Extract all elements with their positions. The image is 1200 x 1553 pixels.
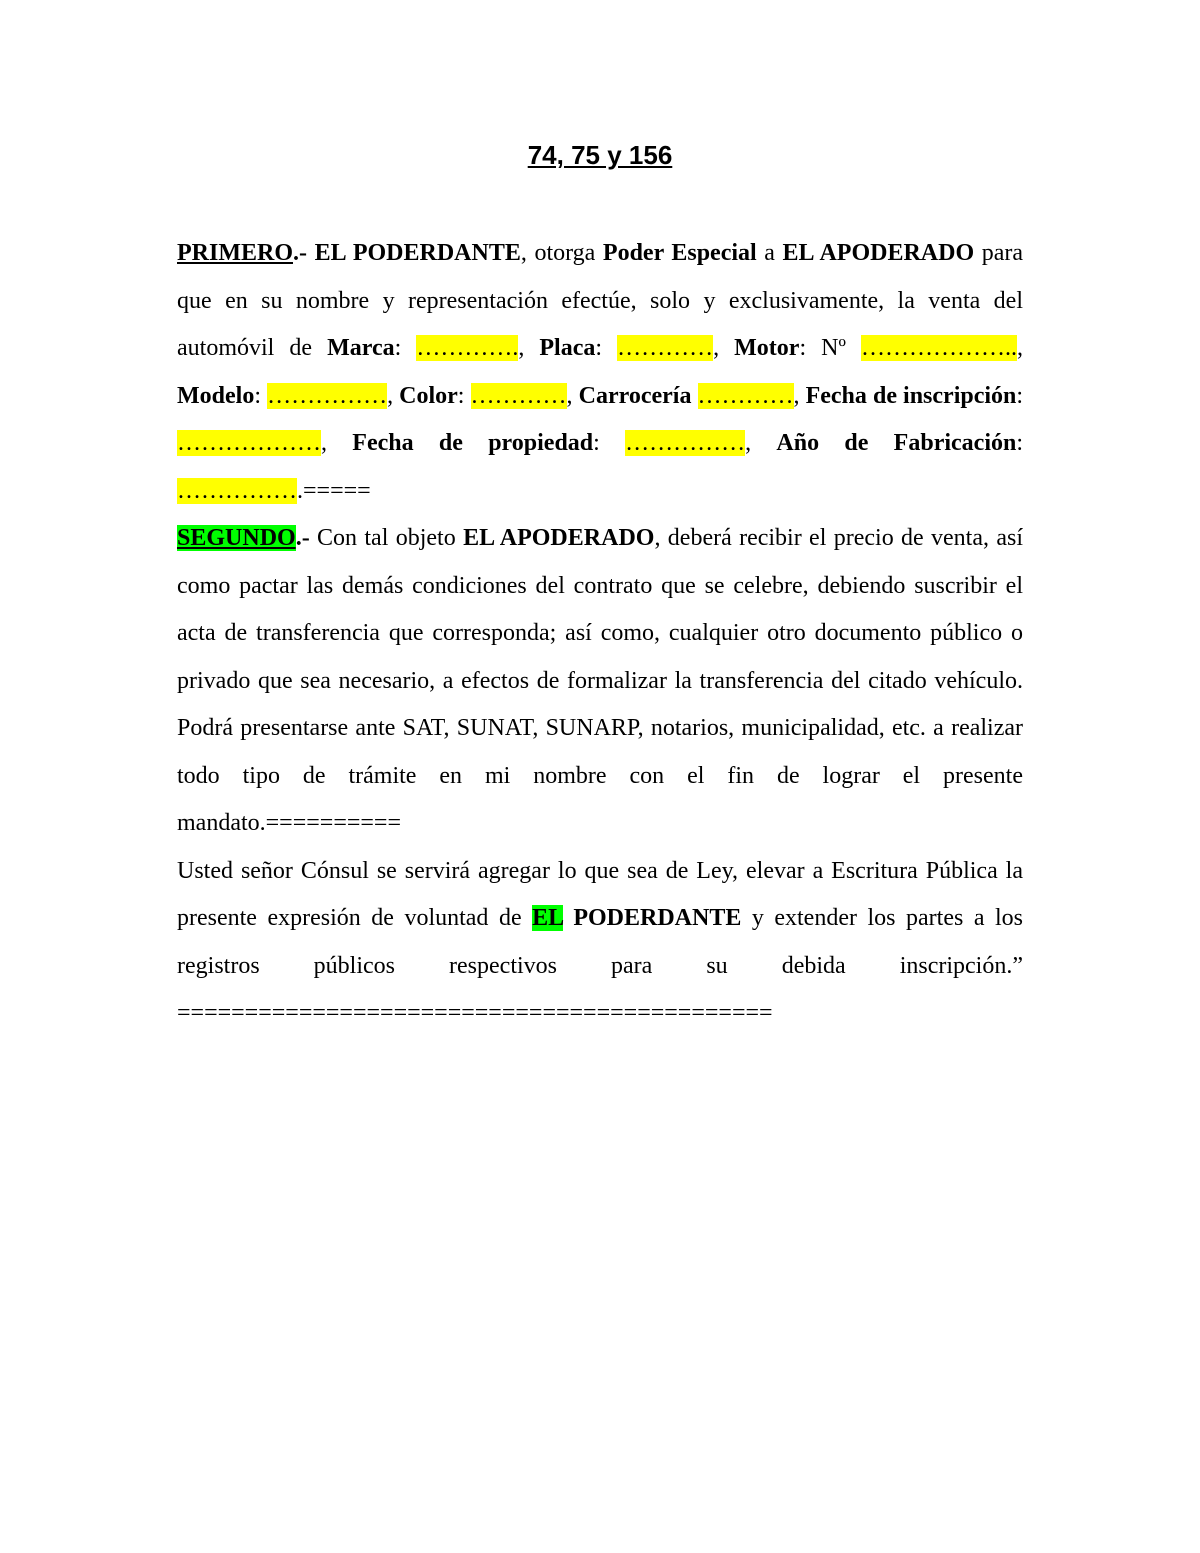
modelo-comma: , (387, 382, 400, 409)
marca-comma: , (518, 335, 540, 361)
motor-blank: ……………….. (861, 335, 1017, 361)
marca-colon: : (394, 335, 417, 361)
paragraph-closing (177, 848, 1023, 1038)
motor-label: Motor (734, 335, 800, 361)
anio-fabricacion-colon: : (1016, 430, 1023, 456)
closing-el-term: EL (532, 905, 563, 931)
marca-label: Marca (327, 335, 395, 361)
placa-blank: ………… (617, 335, 714, 361)
carroceria-label: Carrocería (578, 382, 692, 409)
segundo-apoderado-term: EL APODERADO (463, 525, 655, 551)
placa-colon: : (595, 335, 618, 361)
fecha-inscripcion-colon: : (1016, 382, 1024, 409)
fecha-propiedad-comma: , (745, 430, 777, 456)
document-title: 74, 75 y 156 (527, 140, 673, 170)
marca-blank: …………. (416, 335, 519, 361)
closing-poderdante-term: PODERDANTE (562, 905, 742, 931)
closing-text-1: Usted señor Cónsul se servirá agregar lo que sea de Ley, elevar a Escritura Pública la presente expresión de voluntad de (177, 857, 1023, 931)
closing-text-2: y extender los partes a los registros públicos respectivos para su debida inscripción.” ============================================ (177, 905, 1023, 1026)
motor-comma: , (1017, 335, 1023, 361)
primero-end: .===== (297, 477, 371, 504)
fecha-inscripcion-comma: , (321, 430, 353, 456)
primero-label: PRIMERO (177, 240, 293, 266)
segundo-separator: .- (295, 525, 310, 551)
placa-label: Placa (539, 335, 596, 361)
fecha-propiedad-label: Fecha de propiedad (352, 430, 594, 456)
color-label: Color (399, 382, 458, 409)
primero-text-2: a (756, 240, 783, 266)
color-comma: , (566, 382, 579, 409)
fecha-propiedad-blank: …………… (625, 430, 746, 456)
document-body (177, 230, 1023, 1038)
segundo-label: SEGUNDO (177, 525, 296, 551)
carroceria-blank: ………… (697, 382, 794, 409)
paragraph-primero (177, 230, 1023, 515)
segundo-text-1: Con tal objeto (309, 525, 464, 551)
poder-especial-term: Poder Especial (602, 240, 757, 266)
modelo-label: Modelo (177, 382, 255, 409)
carroceria-comma: , (793, 382, 806, 409)
apoderado-term: EL APODERADO (782, 240, 975, 266)
primero-text-1: , otorga (520, 240, 603, 266)
primero-text-3: para que en su nombre y representación efectúe, solo y exclusivamente, la venta del automóvil de (177, 240, 1023, 361)
fecha-inscripcion-blank: ……………… (177, 430, 321, 456)
modelo-colon: : (254, 382, 268, 409)
anio-fabricacion-label: Año de Fabricación (776, 430, 1017, 456)
poderdante-term: EL PODERDANTE (314, 240, 521, 266)
motor-number-sign: : Nº (799, 335, 861, 361)
modelo-blank: …………… (267, 382, 388, 409)
paragraph-segundo (177, 515, 1023, 848)
color-blank: ………… (470, 382, 567, 409)
color-colon: : (457, 382, 471, 409)
placa-comma: , (713, 335, 735, 361)
fecha-inscripcion-label: Fecha de inscripción (805, 382, 1017, 409)
primero-separator: .- (293, 240, 307, 266)
anio-fabricacion-blank: …………… (177, 477, 297, 504)
fecha-propiedad-colon: : (593, 430, 626, 456)
segundo-text-2: , deberá recibir el precio de venta, así como pactar las demás condiciones del contrato que se celebre, debiendo suscribir el acta de transferencia que corresponda; así como, cualquier otro documento público o privado que sea necesario, a efectos de formalizar la transferencia del citado vehículo. Podrá presentarse ante SAT, SUNAT, SUNARP, notarios, municipalidad, etc. a realizar todo tipo de trámite en mi nombre con el fin de lograr el presente mandato.========== (177, 525, 1024, 836)
